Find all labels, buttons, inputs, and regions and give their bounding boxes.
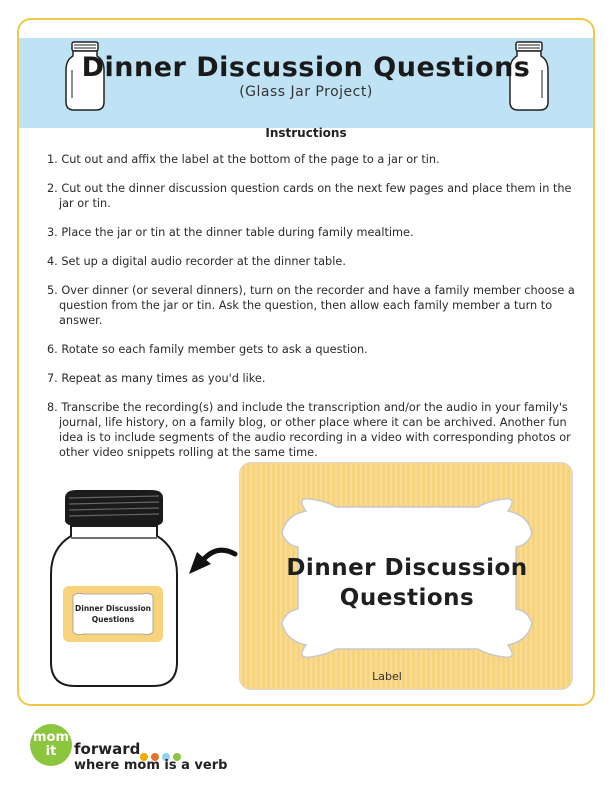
curved-arrow-icon	[187, 546, 239, 590]
page-subtitle: (Glass Jar Project)	[239, 84, 373, 100]
label-card-line1: Dinner Discussion	[286, 555, 528, 581]
instruction-step: 5. Over dinner (or several dinners), turn on the recorder and have a family member choose a question from the jar or tin. Ask the question, then allow each family member a turn to answer.	[47, 284, 575, 327]
jar-label-line1: Dinner Discussion	[75, 604, 151, 613]
instruction-step: 4. Set up a digital audio recorder at the dinner table.	[47, 255, 346, 268]
jar-label-line2: Questions	[91, 615, 135, 624]
logo-tagline: where mom is a verb	[74, 758, 228, 773]
label-card-title	[240, 553, 574, 613]
label-card-line2: Questions	[339, 585, 475, 611]
instruction-step: 6. Rotate so each family member gets to ask a question.	[47, 343, 368, 356]
instructions-list	[47, 152, 577, 474]
logo-word: forward	[74, 740, 141, 758]
logo-circle-line2: it	[45, 744, 57, 759]
page-title: Dinner Discussion Questions	[81, 52, 531, 83]
instruction-step: 8. Transcribe the recording(s) and include the transcription and/or the audio in your family's journal, life history, on a family blog, or other place where it can be archived. Another fun idea is to include segments of the audio recording in a video with corresponding photos or other video snippets rolling at the same time.	[47, 401, 571, 459]
instructions-heading: Instructions	[265, 126, 347, 140]
instruction-step: 1. Cut out and affix the label at the bottom of the page to a jar or tin.	[47, 153, 440, 166]
logo-circle	[30, 724, 72, 766]
instruction-step: 2. Cut out the dinner discussion question cards on the next few pages and place them in the jar or tin.	[47, 182, 572, 210]
label-caption: Label	[372, 670, 402, 683]
mom-it-forward-logo	[30, 724, 330, 784]
instruction-step: 7. Repeat as many times as you'd like.	[47, 372, 266, 385]
jar-label-card	[239, 462, 573, 690]
page-frame	[17, 18, 595, 706]
instruction-step: 3. Place the jar or tin at the dinner table during family mealtime.	[47, 226, 414, 239]
logo-circle-line1: mom	[32, 730, 70, 745]
mason-jar-illustration	[43, 486, 183, 696]
